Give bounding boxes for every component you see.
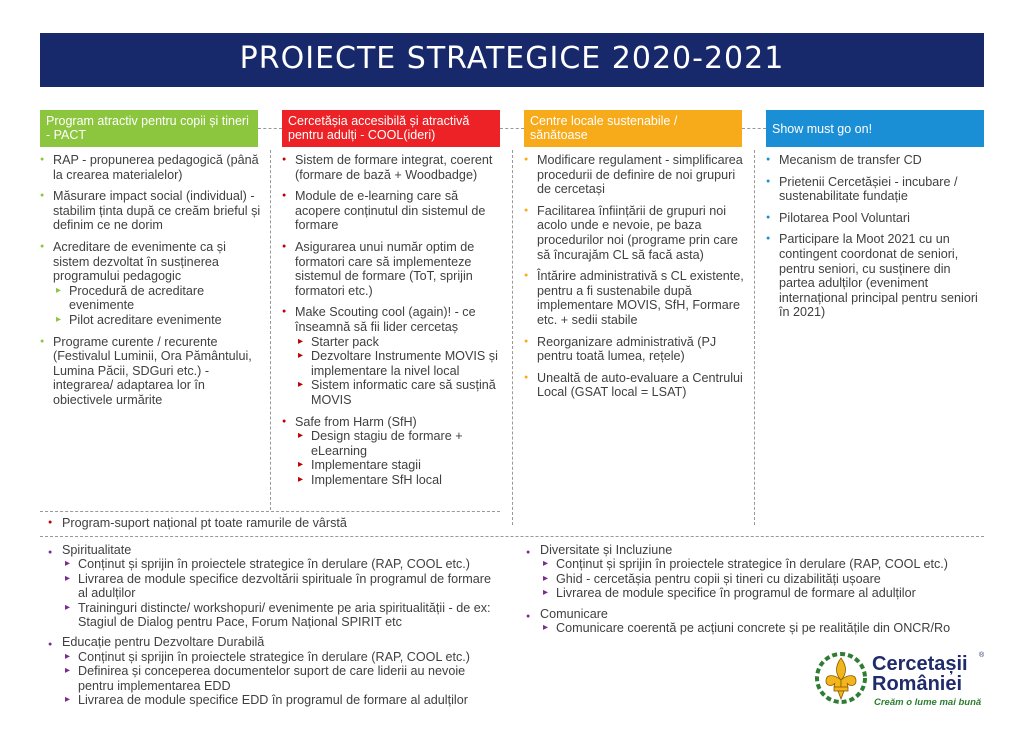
title-banner: [40, 33, 984, 87]
list-item: ● Sistem de formare integrat, coerent (formare de bază + Woodbadge): [282, 153, 502, 182]
support-program: ● Program-suport național pt toate ramurile de vârstă: [48, 516, 347, 530]
section-divider: [40, 536, 984, 537]
header-connector: [258, 128, 282, 129]
list-item: ● Programe curente / recurente (Festivalul Luminii, Ora Pământului, Lumina Păcii, SDGuri etc.) - integrarea/ adaptarea lor în obiectivele urmărite: [40, 335, 262, 408]
sub-item: ▸ Sistem informatic care să susțină MOVIS: [295, 378, 502, 407]
fleur-de-lis-icon: [814, 650, 868, 706]
column-header-pact: Program atractiv pentru copii și tineri - PACT: [40, 110, 258, 147]
list-item: ● Safe from Harm (SfH) ▸ Design stagiu de formare + eLearning ▸ Implementare stagii ▸ Implementare SfH local: [282, 415, 502, 488]
bottom-left-section: [48, 543, 498, 713]
sub-item: ▸ Conținut și sprijin în proiectele strategice în derulare (RAP, COOL etc.): [540, 557, 996, 571]
list-item: ● Educație pentru Dezvoltare Durabilă ▸ Conținut și sprijin în proiectele strategice în derulare (RAP, COOL etc.) ▸ Definirea și conceperea documentelor suport de care liderii au nevoie pentru implementarea EDD ▸ Livrarea de module specifice EDD în programul de formare al adulților: [48, 635, 498, 707]
list-item: ● Comunicare ▸ Comunicare coerentă pe acțiuni concrete și pe realitățile din ONCR/Ro: [526, 607, 996, 636]
list-item: ● Make Scouting cool (again)! - ce înseamnă să fii lider cercetaș ▸ Starter pack ▸ Dezvoltare Instrumente MOVIS și implementare la nivel local ▸ Sistem informatic care să susțină MOVIS: [282, 305, 502, 407]
bottom-right-section: [526, 543, 996, 641]
sub-item: ▸ Traininguri distincte/ workshopuri/ evenimente pe aria spiritualității - de ex: Stagiul de Dialog pentru Pace, Forum Național SPIRIT etc: [62, 601, 498, 630]
header-connector: [500, 128, 524, 129]
list-item: ● Prietenii Cercetășiei - incubare / sustenabilitate fundație: [766, 175, 988, 204]
list-item: ● Modificare regulament - simplificarea procedurii de definire de noi grupuri de cercetași: [524, 153, 746, 197]
list-item: ● Module de e-learning care să acopere conținutul din sistemul de formare: [282, 189, 502, 233]
column-show: [766, 153, 988, 327]
sub-item: ▸ Livrarea de module specifice EDD în programul de formare al adulților: [62, 693, 498, 707]
scouts-logo: [814, 650, 994, 710]
column-header-centre: Centre locale sustenabile / sănătoase: [524, 110, 742, 147]
column-divider: [754, 150, 755, 525]
column-cool: [282, 153, 502, 494]
sub-item: ▸ Design stagiu de formare + eLearning: [295, 429, 502, 458]
column-pact: [40, 153, 262, 415]
registered-mark: ®: [979, 652, 985, 659]
sub-item: ▸ Conținut și sprijin în proiectele strategice în derulare (RAP, COOL etc.): [62, 557, 498, 571]
sub-item: ▸ Livrarea de module specifice în programul de formare al adulților: [540, 586, 996, 600]
logo-name-line2: României: [872, 673, 963, 695]
list-item: ● Asigurarea unui număr optim de formatori care să implementeze sistemul de formare (ToT, sprijin formatori etc.): [282, 240, 502, 298]
list-item: ● Unealtă de auto-evaluare a Centrului Local (GSAT local = LSAT): [524, 371, 746, 400]
list-item: ● Facilitarea înființării de grupuri noi acolo unde e nevoie, pe baza procedurilor noi (programe prin care să încurajăm CL să facă asta): [524, 204, 746, 262]
logo-name-line1: Cercetașii: [872, 653, 968, 675]
sub-item: ▸ Dezvoltare Instrumente MOVIS și implementare la nivel local: [295, 349, 502, 378]
sub-item: ▸ Conținut și sprijin în proiectele strategice în derulare (RAP, COOL etc.): [62, 650, 498, 664]
sub-item: ▸ Comunicare coerentă pe acțiuni concrete și pe realitățile din ONCR/Ro: [540, 621, 996, 635]
sub-item: ▸ Procedură de acreditare evenimente: [53, 284, 262, 313]
column-divider: [270, 150, 271, 510]
sub-item: ▸ Definirea și conceperea documentelor suport de care liderii au nevoie pentru implementarea EDD: [62, 664, 498, 693]
list-item: ● Pilotarea Pool Voluntari: [766, 211, 988, 226]
header-connector: [742, 128, 766, 129]
list-item: ● Mecanism de transfer CD: [766, 153, 988, 168]
page-title: PROIECTE STRATEGICE 2020-2021: [239, 41, 785, 76]
column-centre: [524, 153, 746, 407]
column-header-cool: Cercetășia accesibilă și atractivă pentru adulți - COOL(ideri): [282, 110, 500, 147]
sub-item: ▸ Pilot acreditare evenimente: [53, 313, 262, 328]
list-item: ● Măsurare impact social (individual) - stabilim ținta după ce creăm brieful și definim ce ne dorim: [40, 189, 262, 233]
list-item: ● Întărire administrativă s CL existente, pentru a fi sustenabile după implementare MOVIS, SfH, Formare etc. + sedii stabile: [524, 269, 746, 327]
list-item: ● Reorganizare administrativă (PJ pentru toată lumea, rețele): [524, 335, 746, 364]
column-header-show: Show must go on!: [766, 110, 984, 147]
list-item: ● Acreditare de evenimente ca și sistem dezvoltat în susținerea programului pedagogic ▸ Procedură de acreditare evenimente ▸ Pilot acreditare evenimente: [40, 240, 262, 328]
sub-item: ▸ Implementare stagii: [295, 458, 502, 473]
list-item: ● Participare la Moot 2021 cu un contingent coordonat de seniori, pentru seniori, cu susținere din partea adulților (eveniment internațional principal pentru seniori în 2021): [766, 232, 988, 320]
list-item: ● RAP - propunerea pedagogică (până la crearea materialelor): [40, 153, 262, 182]
sub-item: ▸ Starter pack: [295, 335, 502, 350]
list-item: ● Spiritualitate ▸ Conținut și sprijin în proiectele strategice în derulare (RAP, COOL etc.) ▸ Livrarea de module specifice dezvoltării spirituale în programul de formare al adulților ▸ Traininguri distincte/ workshopuri/ evenimente pe aria spiritualității - de ex: Stagiul de Dialog pentru Pace, Forum Național SPIRIT etc: [48, 543, 498, 629]
list-item: ● Diversitate și Incluziune ▸ Conținut și sprijin în proiectele strategice în derulare (RAP, COOL etc.) ▸ Ghid - cercetășia pentru copii și tineri cu dizabilități ușoare ▸ Livrarea de module specifice în programul de formare al adulților: [526, 543, 996, 601]
logo-tagline: Creăm o lume mai bună: [874, 697, 982, 708]
sub-item: ▸ Implementare SfH local: [295, 473, 502, 488]
sub-item: ▸ Livrarea de module specifice dezvoltării spirituale în programul de formare al adulților: [62, 572, 498, 601]
section-divider: [40, 511, 500, 512]
column-divider: [512, 150, 513, 525]
sub-item: ▸ Ghid - cercetășia pentru copii și tineri cu dizabilități ușoare: [540, 572, 996, 586]
